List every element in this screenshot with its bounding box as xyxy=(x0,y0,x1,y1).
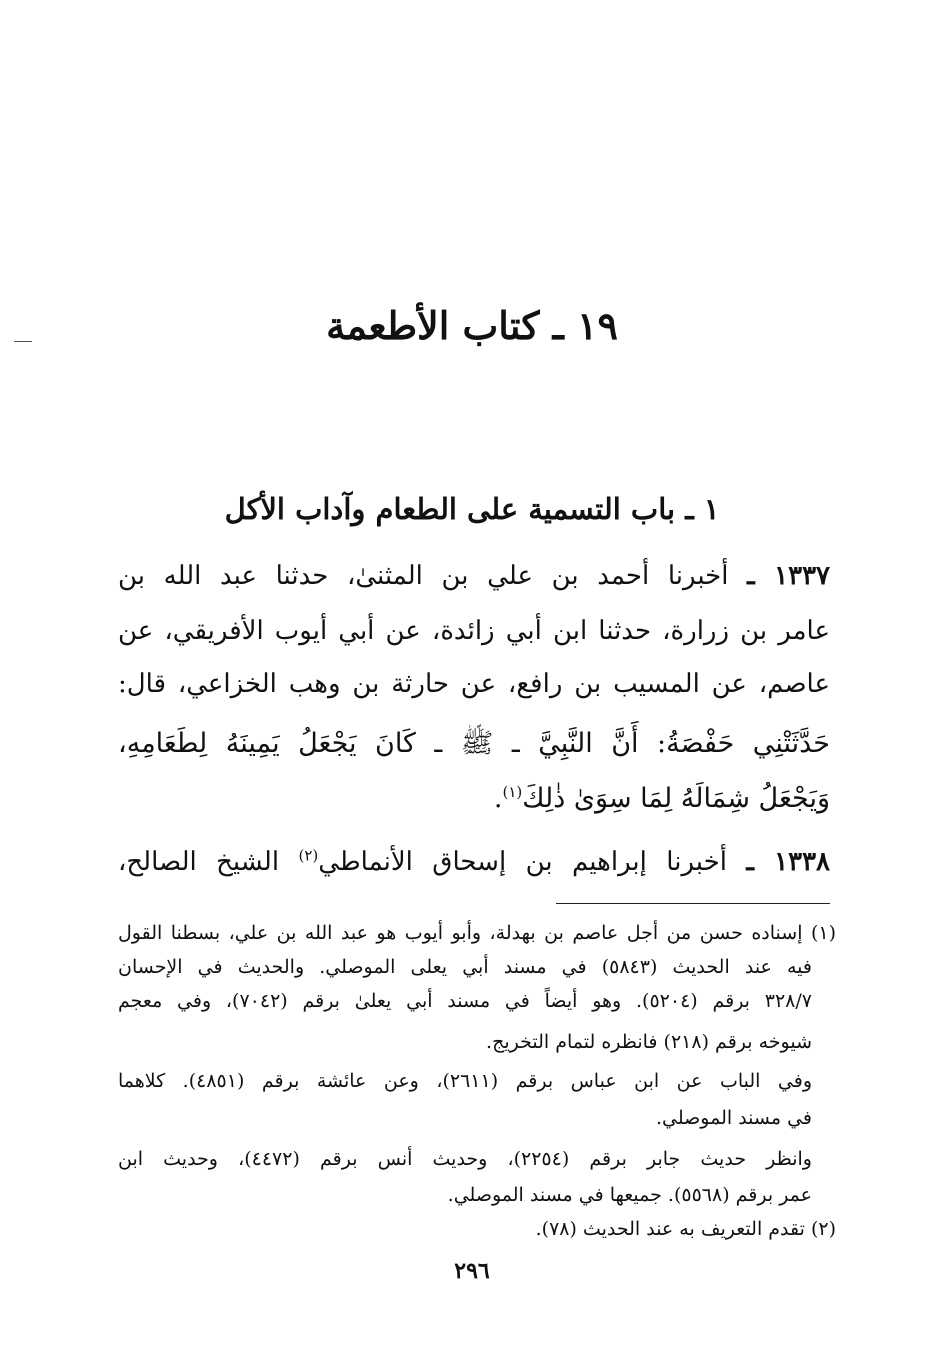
matn-text: وَيَجْعَلُ شِمَالَهُ لِمَا سِوَىٰ ذٰلِكَ xyxy=(522,783,830,814)
page-number: ٢٩٦ xyxy=(454,1258,490,1284)
hadith-1337-line-2: عامر بن زرارة، حدثنا ابن أبي زائدة، عن أبي أيوب الأفريقي، عن xyxy=(118,616,830,646)
footnote-1-line-7: وانظر حديث جابر برقم (٢٢٥٤)، وحديث أنس برقم (٤٤٧٢)، وحديث ابن xyxy=(118,1148,812,1170)
footnote-1-line-2: فيه عند الحديث (٥٨٤٣) في مسند أبي يعلى الموصلي. والحديث في الإحسان xyxy=(118,956,813,978)
footnote-2-line-1: (٢) تقدم التعريف به عند الحديث (٧٨). xyxy=(535,1218,836,1240)
hadith-1338-isnad-b: الشيخ الصالح، xyxy=(118,847,280,877)
hadith-1337-isnad-1: أخبرنا أحمد بن علي بن المثنىٰ، حدثنا عبد الله بن xyxy=(118,561,729,591)
section-title: ١ ـ باب التسمية على الطعام وآداب الأكل xyxy=(224,492,720,526)
footnote-1-line-6: في مسند الموصلي. xyxy=(656,1107,812,1129)
hadith-number-1338: ١٣٣٨ ـ xyxy=(746,847,831,877)
hadith-1337-line-3: عاصم، عن المسيب بن رافع، عن حارثة بن وهب الخزاعي، قال: xyxy=(118,669,830,699)
hadith-1337-matn-line-1: حَدَّثَتْنِي حَفْصَةُ: أَنَّ النَّبِيَّ ـ ﷺ ـ كَانَ يَجْعَلُ يَمِينَهُ لِطَعَامِهِ، xyxy=(118,728,830,759)
footnote-1-line-4: شيوخه برقم (٢١٨) فانظره لتمام التخريج. xyxy=(486,1031,812,1053)
hadith-1337-line-1 xyxy=(118,556,860,596)
hadith-number-1337: ١٣٣٧ ـ xyxy=(747,561,831,591)
footnote-1-line-5: وفي الباب عن ابن عباس برقم (٢٦١١)، وعن عائشة برقم (٤٨٥١). كلاهما xyxy=(118,1070,813,1092)
matn-end: . xyxy=(493,783,503,814)
footnote-divider xyxy=(556,903,830,904)
footnote-1-line-1: (١) إسناده حسن من أجل عاصم بن بهدلة، وأبو أيوب هو عبد الله بن علي، بسطنا القول xyxy=(118,922,836,944)
footnote-1-line-3: ٣٢٨/٧ برقم (٥٢٠٤). وهو أيضاً في مسند أبي يعلىٰ برقم (٧٠٤٢)، وفي معجم xyxy=(118,990,812,1012)
footnote-1-line-8: عمر برقم (٥٥٦٨). جميعها في مسند الموصلي. xyxy=(447,1184,812,1206)
footnote-ref-2: (٢) xyxy=(298,846,319,865)
chapter-title: ١٩ ـ كتاب الأطعمة xyxy=(326,303,618,348)
hadith-1338-line-1 xyxy=(118,842,860,882)
hadith-1337-matn-line-2 xyxy=(118,779,830,819)
hadith-1338-isnad-a: أخبرنا إبراهيم بن إسحاق الأنماطي xyxy=(318,847,727,877)
footnote-ref-1: (١) xyxy=(502,783,523,801)
